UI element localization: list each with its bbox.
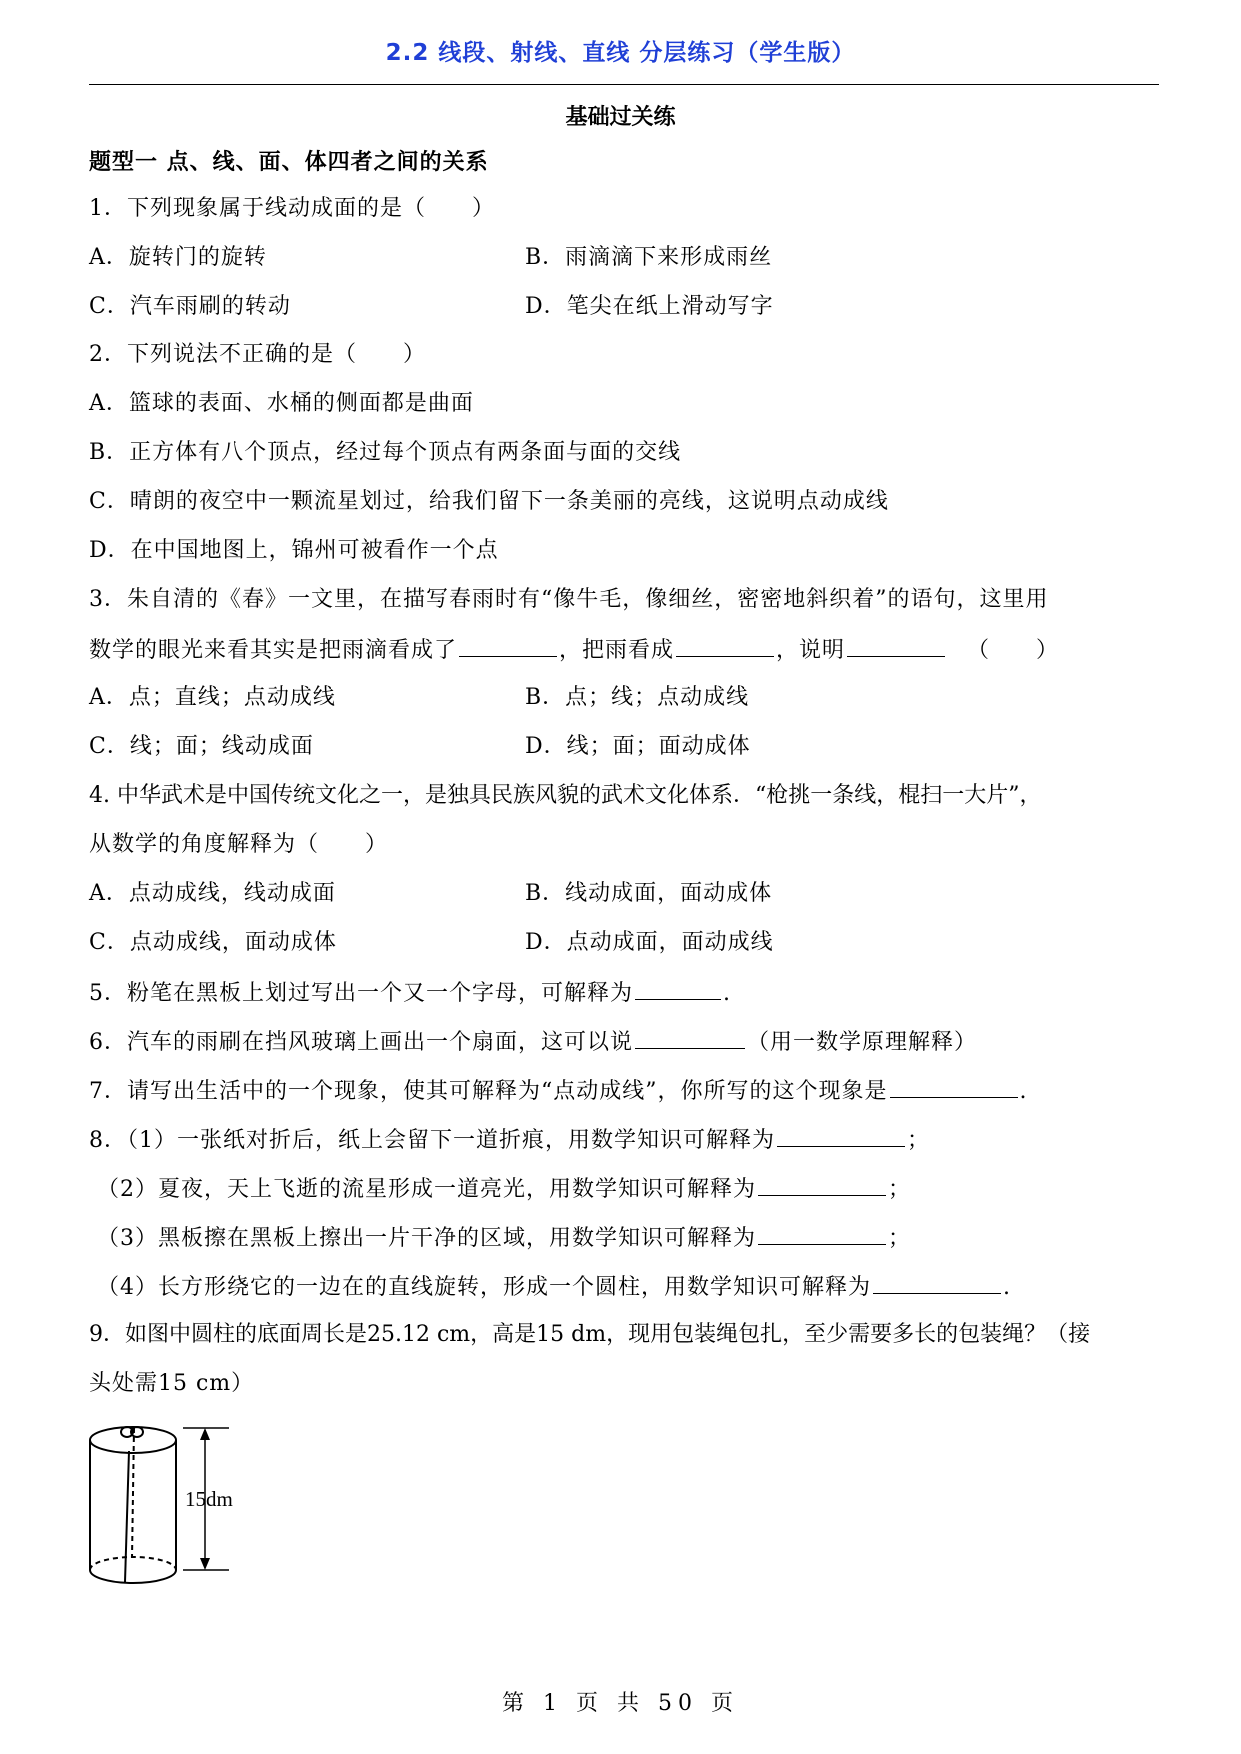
q6-end: （用一数学原理解释） [747, 1030, 978, 1055]
q6-blank [635, 1026, 745, 1049]
q8-part-4-end: . [1003, 1275, 1011, 1300]
q6-text: 6．汽车的雨刷在挡风玻璃上画出一个扇面，这可以说 [89, 1030, 633, 1055]
q2-option-b: B．正方体有八个顶点，经过每个顶点有两条面与面的交线 [89, 440, 682, 465]
rope-front-line [125, 1451, 129, 1582]
height-label: 15dm [185, 1487, 233, 1511]
q3-option-b: B．点；线；点动成线 [525, 685, 750, 710]
q2-option-d: D．在中国地图上，锦州可被看作一个点 [89, 538, 499, 563]
q3-blank-1 [459, 634, 557, 657]
q3-option-d: D．线；面；面动成体 [525, 734, 751, 759]
q8-blank-2 [758, 1173, 886, 1196]
section-title: 基础过关练 [565, 105, 676, 130]
q8-part-2 [97, 1173, 911, 1205]
q5-stem [89, 977, 731, 1009]
q1-stem: 1．下列现象属于线动成面的是（ ） [89, 196, 495, 221]
q3-text-c: ，说明 [776, 638, 846, 663]
q8-part-2-text: （2）夏夜，天上飞逝的流星形成一道亮光，用数学知识可解释为 [97, 1177, 756, 1202]
q3-text-b: ，把雨看成 [559, 638, 675, 663]
q8-part-4 [97, 1271, 1011, 1303]
page-footer: 第 1 页 共 50 页 [502, 1691, 739, 1716]
q4-stem-line2: 从数学的角度解释为（ ） [89, 832, 389, 857]
q9-stem-line2: 头处需15 cm） [89, 1371, 255, 1396]
q8-blank-3 [758, 1222, 886, 1245]
q1-option-a: A．旋转门的旋转 [89, 245, 267, 270]
q6-stem [89, 1026, 977, 1058]
q7-text: 7．请写出生活中的一个现象，使其可解释为“点动成线”，你所写的这个现象是 [89, 1079, 888, 1104]
q4-option-c: C．点动成线，面动成体 [89, 930, 337, 955]
topic-title: 题型一 点、线、面、体四者之间的关系 [89, 150, 489, 175]
q8-part-2-end: ； [888, 1177, 912, 1202]
q3-option-a: A．点；直线；点动成线 [89, 685, 336, 710]
q8-part-1-end: ； [907, 1128, 931, 1153]
q8-part-3-end: ； [888, 1226, 912, 1251]
q2-stem: 2．下列说法不正确的是（ ） [89, 342, 426, 367]
q3-stem-line1: 3．朱自清的《春》一文里，在描写春雨时有“像牛毛，像细丝，密密地斜织着”的语句，这里用 [89, 587, 1049, 612]
cylinder-bottom-back [90, 1557, 176, 1570]
q5-blank [635, 977, 721, 1000]
q2-option-a: A．篮球的表面、水桶的侧面都是曲面 [89, 391, 474, 416]
q4-option-b: B．线动成面，面动成体 [525, 881, 773, 906]
q7-end: . [1019, 1079, 1028, 1104]
q3-stem-line2 [89, 634, 1059, 666]
q8-part-4-text: （4）长方形绕它的一边在的直线旋转，形成一个圆柱，用数学知识可解释为 [97, 1275, 871, 1300]
dimension-arrow-up [200, 1428, 210, 1440]
q8-blank-1 [777, 1124, 905, 1147]
q8-part-1 [89, 1124, 930, 1156]
q5-text: 5．粉笔在黑板上划过写出一个又一个字母，可解释为 [89, 981, 633, 1006]
q4-stem-line1: 4. 中华武术是中国传统文化之一，是独具民族风貌的武术文化体系．“枪挑一条线，棍扫一大片”， [89, 783, 1042, 808]
q3-option-c: C．线；面；线动成面 [89, 734, 314, 759]
q8-part-3-text: （3）黑板擦在黑板上擦出一片干净的区域，用数学知识可解释为 [97, 1226, 756, 1251]
rope-back-line [132, 1428, 134, 1558]
q4-option-a: A．点动成线，线动成面 [89, 881, 336, 906]
dimension-arrow-down [200, 1558, 210, 1570]
q8-blank-4 [873, 1271, 1001, 1294]
cylinder-bottom-front [90, 1570, 176, 1583]
q1-option-d: D．笔尖在纸上滑动写字 [525, 294, 774, 319]
q8-part-3 [97, 1222, 911, 1254]
q1-option-c: C．汽车雨刷的转动 [89, 294, 291, 319]
q1-option-b: B．雨滴滴下来形成雨丝 [525, 245, 773, 270]
q4-option-d: D．点动成面，面动成线 [525, 930, 774, 955]
q7-blank [890, 1075, 1018, 1098]
header-divider [89, 84, 1159, 85]
q3-text-a: 数学的眼光来看其实是把雨滴看成了 [89, 638, 458, 663]
q7-stem [89, 1075, 1028, 1107]
q5-end: . [723, 981, 731, 1006]
q2-option-c: C．晴朗的夜空中一颗流星划过，给我们留下一条美丽的亮线，这说明点动成线 [89, 489, 889, 514]
q3-blank-2 [676, 634, 774, 657]
q8-part-1-text: 8．（1）一张纸对折后，纸上会留下一道折痕，用数学知识可解释为 [89, 1128, 775, 1153]
q9-stem-line1: 9．如图中圆柱的底面周长是25.12 cm，高是15 dm，现用包装绳包扎，至少需要多长的包装绳？（接 [89, 1322, 1091, 1347]
cylinder-figure [85, 1418, 265, 1598]
q3-paren: （ ） [967, 638, 1060, 663]
document-title: 2.2 线段、射线、直线 分层练习（学生版） [385, 40, 856, 66]
q3-blank-3 [847, 634, 945, 657]
